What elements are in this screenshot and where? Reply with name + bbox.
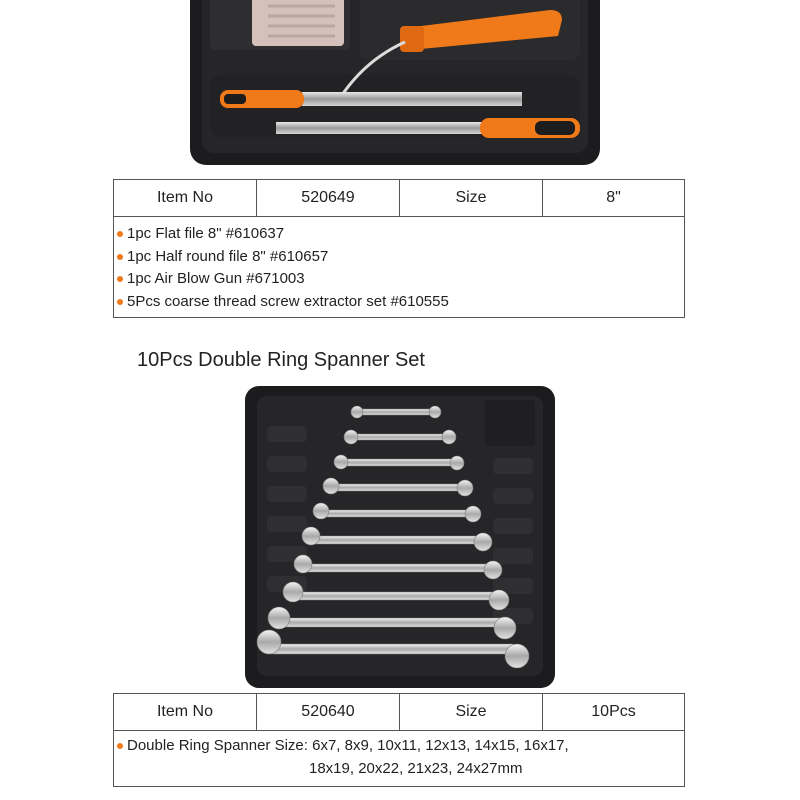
bullet-icon [117,276,123,282]
header-size-label: Size [400,694,543,730]
spec-table-520649 [113,179,685,318]
list-item [116,246,684,269]
list-item-text: 1pc Flat file 8" #610637 [127,225,285,242]
bullet-icon [117,254,123,260]
list-item-text: 5Pcs coarse thread screw extractor set #610555 [127,292,449,310]
header-size-value: 8" [606,189,621,206]
bullet-icon [117,231,123,237]
header-item-no-value: 520649 [257,180,400,216]
spec-table-header [114,694,684,731]
section-title: 10Pcs Double Ring Spanner Set [137,349,425,371]
header-item-no-label: Item No [114,694,257,730]
header-size-value: 10Pcs [591,703,636,720]
list-item-text: 1pc Half round file 8" #610657 [127,247,329,265]
list-item [116,268,684,291]
list-item-text: 1pc Air Blow Gun #671003 [127,270,305,287]
bullet-icon [117,299,123,305]
header-item-no-label: Item No [114,180,257,216]
spec-table-header [114,180,684,217]
spec-table-contents [114,731,684,786]
spec-table-contents [114,217,684,317]
list-item-continuation: 18x19, 20x22, 21x23, 24x27mm [309,759,523,777]
list-item [116,223,684,246]
list-item-text: Double Ring Spanner Size: 6x7, 8x9, 10x11, 12x13, 14x15, 16x17, [127,737,569,754]
spanner-tray-image [245,386,555,688]
bullet-icon [117,743,123,749]
list-item [116,735,684,758]
header-item-no-value: 520640 [257,694,400,730]
list-item [116,291,684,314]
header-size-label: Size [400,180,543,216]
spec-table-520640 [113,693,685,787]
top-tray-image [190,0,600,165]
